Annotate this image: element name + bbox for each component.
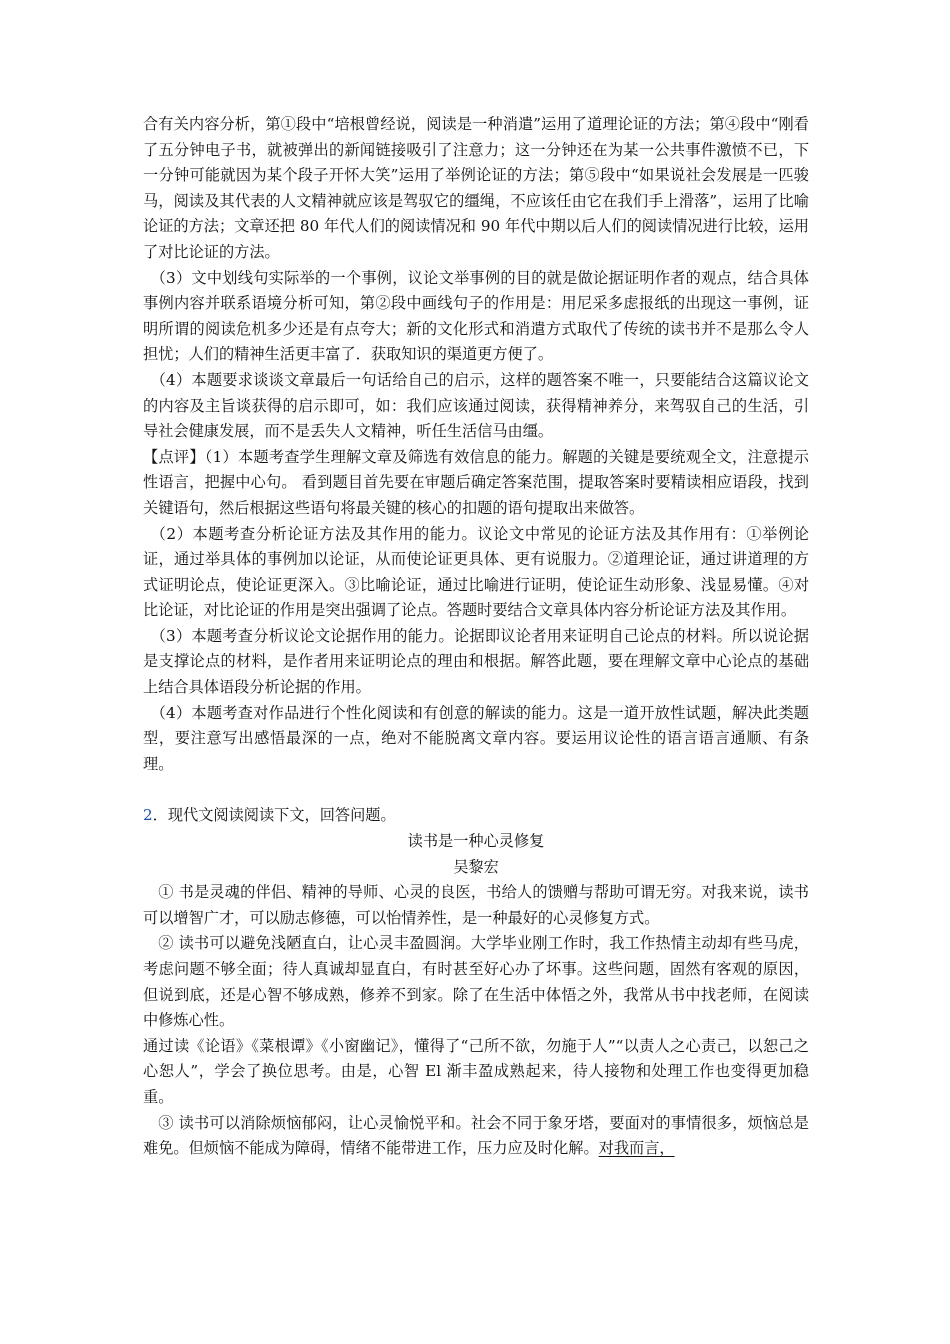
review-paragraph: （3）本题考查分析议论文论据作用的能力。论据即议论者用来证明自己论点的材料。所以说论据是支撑论点的材料，是作者用来证明论点的理由和根据。解答此题，要在理解文章中心论点的基础上结合具体语段分析论据的作用。 <box>143 626 809 697</box>
analysis-paragraph: 合有关内容分析，第①段中“培根曾经说，阅读是一种消遣”运用了道理论证的方法；第④段中“刚看了五分钟电子书，就被弹出的新闻链接吸引了注意力；这一分钟还在为某一公共事件激愤不已，下一分钟可能就因为某个段子开怀大笑”运用了举例论证的方法；第⑤段中“如果说社会发展是一匹骏马，阅读及其代表的人文精神就应该是驾驭它的缰绳，不应该任由它在我们手上滑落”，运用了比喻论证的方法；文章还把 80 年代人们的阅读情况和 90 年代中期以后人们的阅读情况进行比较，运用了对比论证的方法。 <box>143 115 809 261</box>
spacer <box>143 777 809 803</box>
document-page <box>143 112 809 1162</box>
review-paragraph: （2）本题考查分析论证方法及其作用的能力。议论文中常见的论证方法及其作用有：①举例论证，通过举具体的事例加以论证，从而使论证更具体、更有说服力。②道理论证，通过讲道理的方式证明论点，使论证更深入。③比喻论证，通过比喻进行证明，使论证生动形象、浅显易懂。④对比论证，对比论证的作用是突出强调了论点。答题时要结合文章具体内容分析论证方法及其作用。 <box>143 524 809 620</box>
article-paragraph: ① 书是灵魂的伴侣、精神的导师、心灵的良医，书给人的馈赠与帮助可谓无穷。对我来说，读书可以增智广才，可以励志修德，可以怡情养性，是一种最好的心灵修复方式。 <box>143 883 809 927</box>
article-paragraph: ② 读书可以避免浅陋直白，让心灵丰盈圆润。大学毕业刚工作时，我工作热情主动却有些马虎，考虑问题不够全面；待人真诚却显直白，有时甚至好心办了坏事。这些问题，固然有客观的原因，但说到底，还是心智不够成熟，修养不到家。除了在生活中体悟之外，我常从书中找老师，在阅读中修炼心性。 <box>143 934 809 1030</box>
review-paragraph: 【点评】（1）本题考查学生理解文章及筛选有效信息的能力。解题的关键是要统观全文，注意提示性语言，把握中心句。 看到题目首先要在审题后确定答案范围，提取答案时要精读相应语段，找到关键语句，然后根据这些语句将最关键的核心的扣题的语句提取出来做答。 <box>143 447 809 517</box>
question-number: 2 <box>143 806 153 825</box>
analysis-paragraph: （3）文中划线句实际举的一个事例，议论文举事例的目的就是做论据证明作者的观点，结合具体事例内容并联系语境分析可知，第②段中画线句子的作用是：用尼采多虑报纸的出现这一事例，证明所谓的阅读危机多少还是有点夸大；新的文化形式和消遣方式取代了传统的读书并不是那么令人担忧；人们的精神生活更丰富了．获取知识的渠道更方便了。 <box>143 268 809 364</box>
underlined-sentence: 对我而言， <box>598 1139 675 1158</box>
review-paragraph: （4）本题考查对作品进行个性化阅读和有创意的解读的能力。这是一道开放性试题，解决此类题型，要注意写出感悟最深的一点，绝对不能脱离文章内容。要运用议论性的语言语言通顺、有条理。 <box>143 703 809 773</box>
question-prompt: ．现代文阅读阅读下文，回答问题。 <box>152 806 396 825</box>
article-author: 吴黎宏 <box>453 857 499 876</box>
article-paragraph <box>143 1111 809 1162</box>
analysis-paragraph: （4）本题要求谈谈文章最后一句话给自己的启示，这样的题答案不唯一，只要能结合这篇议论文的内容及主旨谈获得的启示即可，如：我们应该通过阅读，获得精神养分，来驾驭自己的生活，引导社会健康发展，而不是丢失人文精神，听任生活信马由缰。 <box>143 370 809 441</box>
article-text: ③ 读书可以消除烦恼郁闷，让心灵愉悦平和。社会不同于象牙塔，要面对的事情很多，烦恼总是难免。但烦恼不能成为障碍，情绪不能带进工作，压力应及时化解。 <box>143 1113 809 1158</box>
question-heading <box>143 803 809 829</box>
article-paragraph: 通过读《论语》《菜根谭》《小窗幽记》，懂得了“己所不欲，勿施于人”“以责人之心责己，以恕己之心恕人”，学会了换位思考。由是，心智 El 渐丰盈成熟起来，待人接物和处理工作也变得更加稳重。 <box>143 1036 809 1106</box>
article-title: 读书是一种心灵修复 <box>407 832 545 851</box>
